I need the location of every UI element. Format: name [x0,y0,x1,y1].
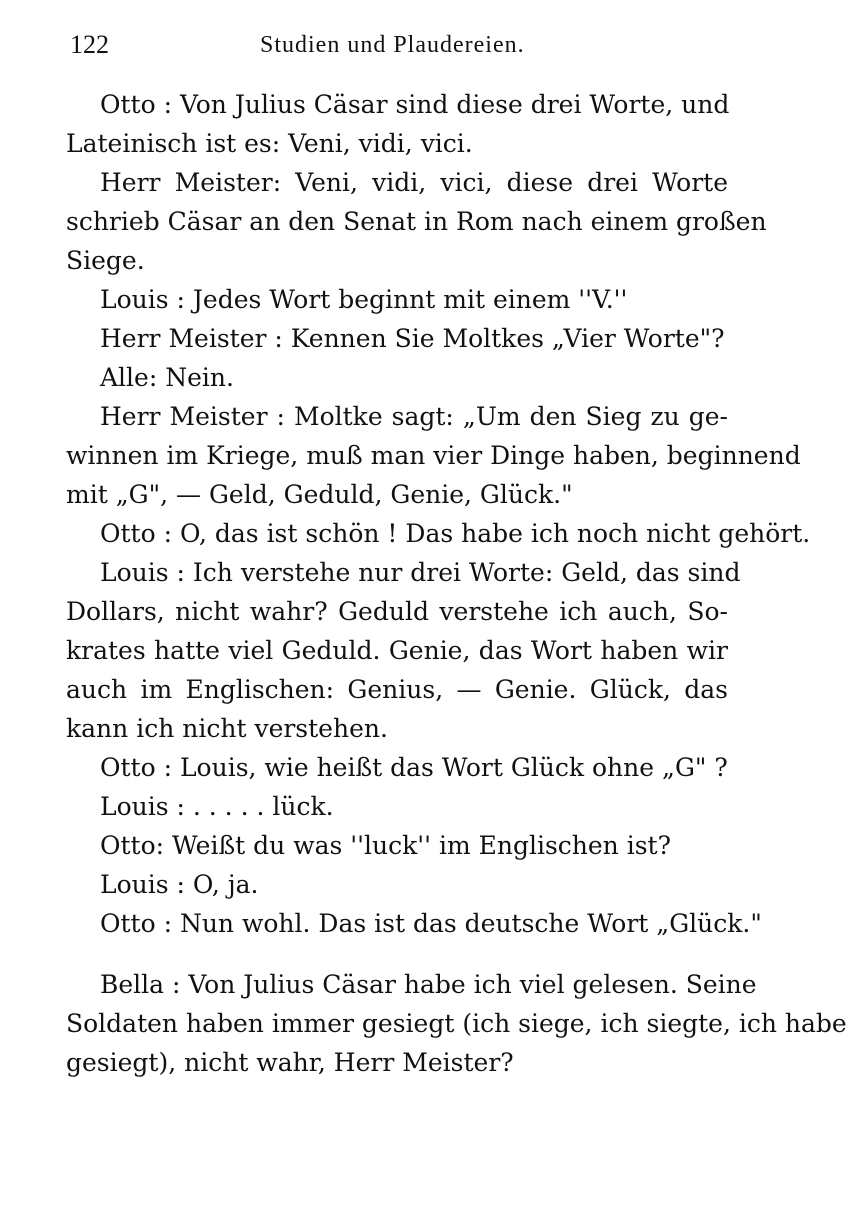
page-header [70,30,730,64]
text-line: Dollars, nicht wahr? Geduld verstehe ich auch, So- [66,597,728,626]
text-line: kann ich nicht verstehen. [66,714,388,743]
text-line: Louis : . . . . . lück. [100,792,334,821]
text-line: Louis : O, ja. [100,870,259,899]
text-line: auch im Englischen: Genius, — Genie. Glück, das [66,675,728,704]
text-line: Herr Meister : Moltke sagt: „Um den Sieg zu ge- [100,402,728,431]
text-line: Louis : Ich verstehe nur drei Worte: Geld, das sind [100,558,741,587]
text-line: Bella : Von Julius Cäsar habe ich viel gelesen. Seine [100,970,757,999]
text-line: Louis : Jedes Wort beginnt mit einem ''V.'' [100,285,628,314]
text-line: Otto : Nun wohl. Das ist das deutsche Wort „Glück." [100,909,762,938]
text-line: Siege. [66,246,145,275]
text-line: Soldaten haben immer gesiegt (ich siege, ich siegte, ich habe [66,1009,847,1038]
text-line: Herr Meister: Veni, vidi, vici, diese drei Worte [100,168,728,197]
text-line: Alle: Nein. [100,363,234,392]
text-line: Otto : O, das ist schön ! Das habe ich noch nicht gehört. [100,519,811,548]
text-line: gesiegt), nicht wahr, Herr Meister? [66,1048,514,1077]
text-line: krates hatte viel Geduld. Genie, das Wort haben wir [66,636,728,665]
text-line: winnen im Kriege, muß man vier Dinge haben, beginnend [66,441,801,470]
text-line: Otto : Louis, wie heißt das Wort Glück ohne „G" ? [100,753,728,782]
page-number: 122 [70,30,109,59]
text-line: schrieb Cäsar an den Senat in Rom nach einem großen [66,207,767,236]
text-line: Otto: Weißt du was ''luck'' im Englischen ist? [100,831,672,860]
text-line: Otto : Von Julius Cäsar sind diese drei Worte, und [100,90,730,119]
text-line: mit „G", — Geld, Geduld, Genie, Glück." [66,480,573,509]
text-line: Lateinisch ist es: Veni, vidi, vici. [66,129,473,158]
text-line: Herr Meister : Kennen Sie Moltkes „Vier Worte"? [100,324,725,353]
running-title: Studien und Plaudereien. [260,32,525,58]
